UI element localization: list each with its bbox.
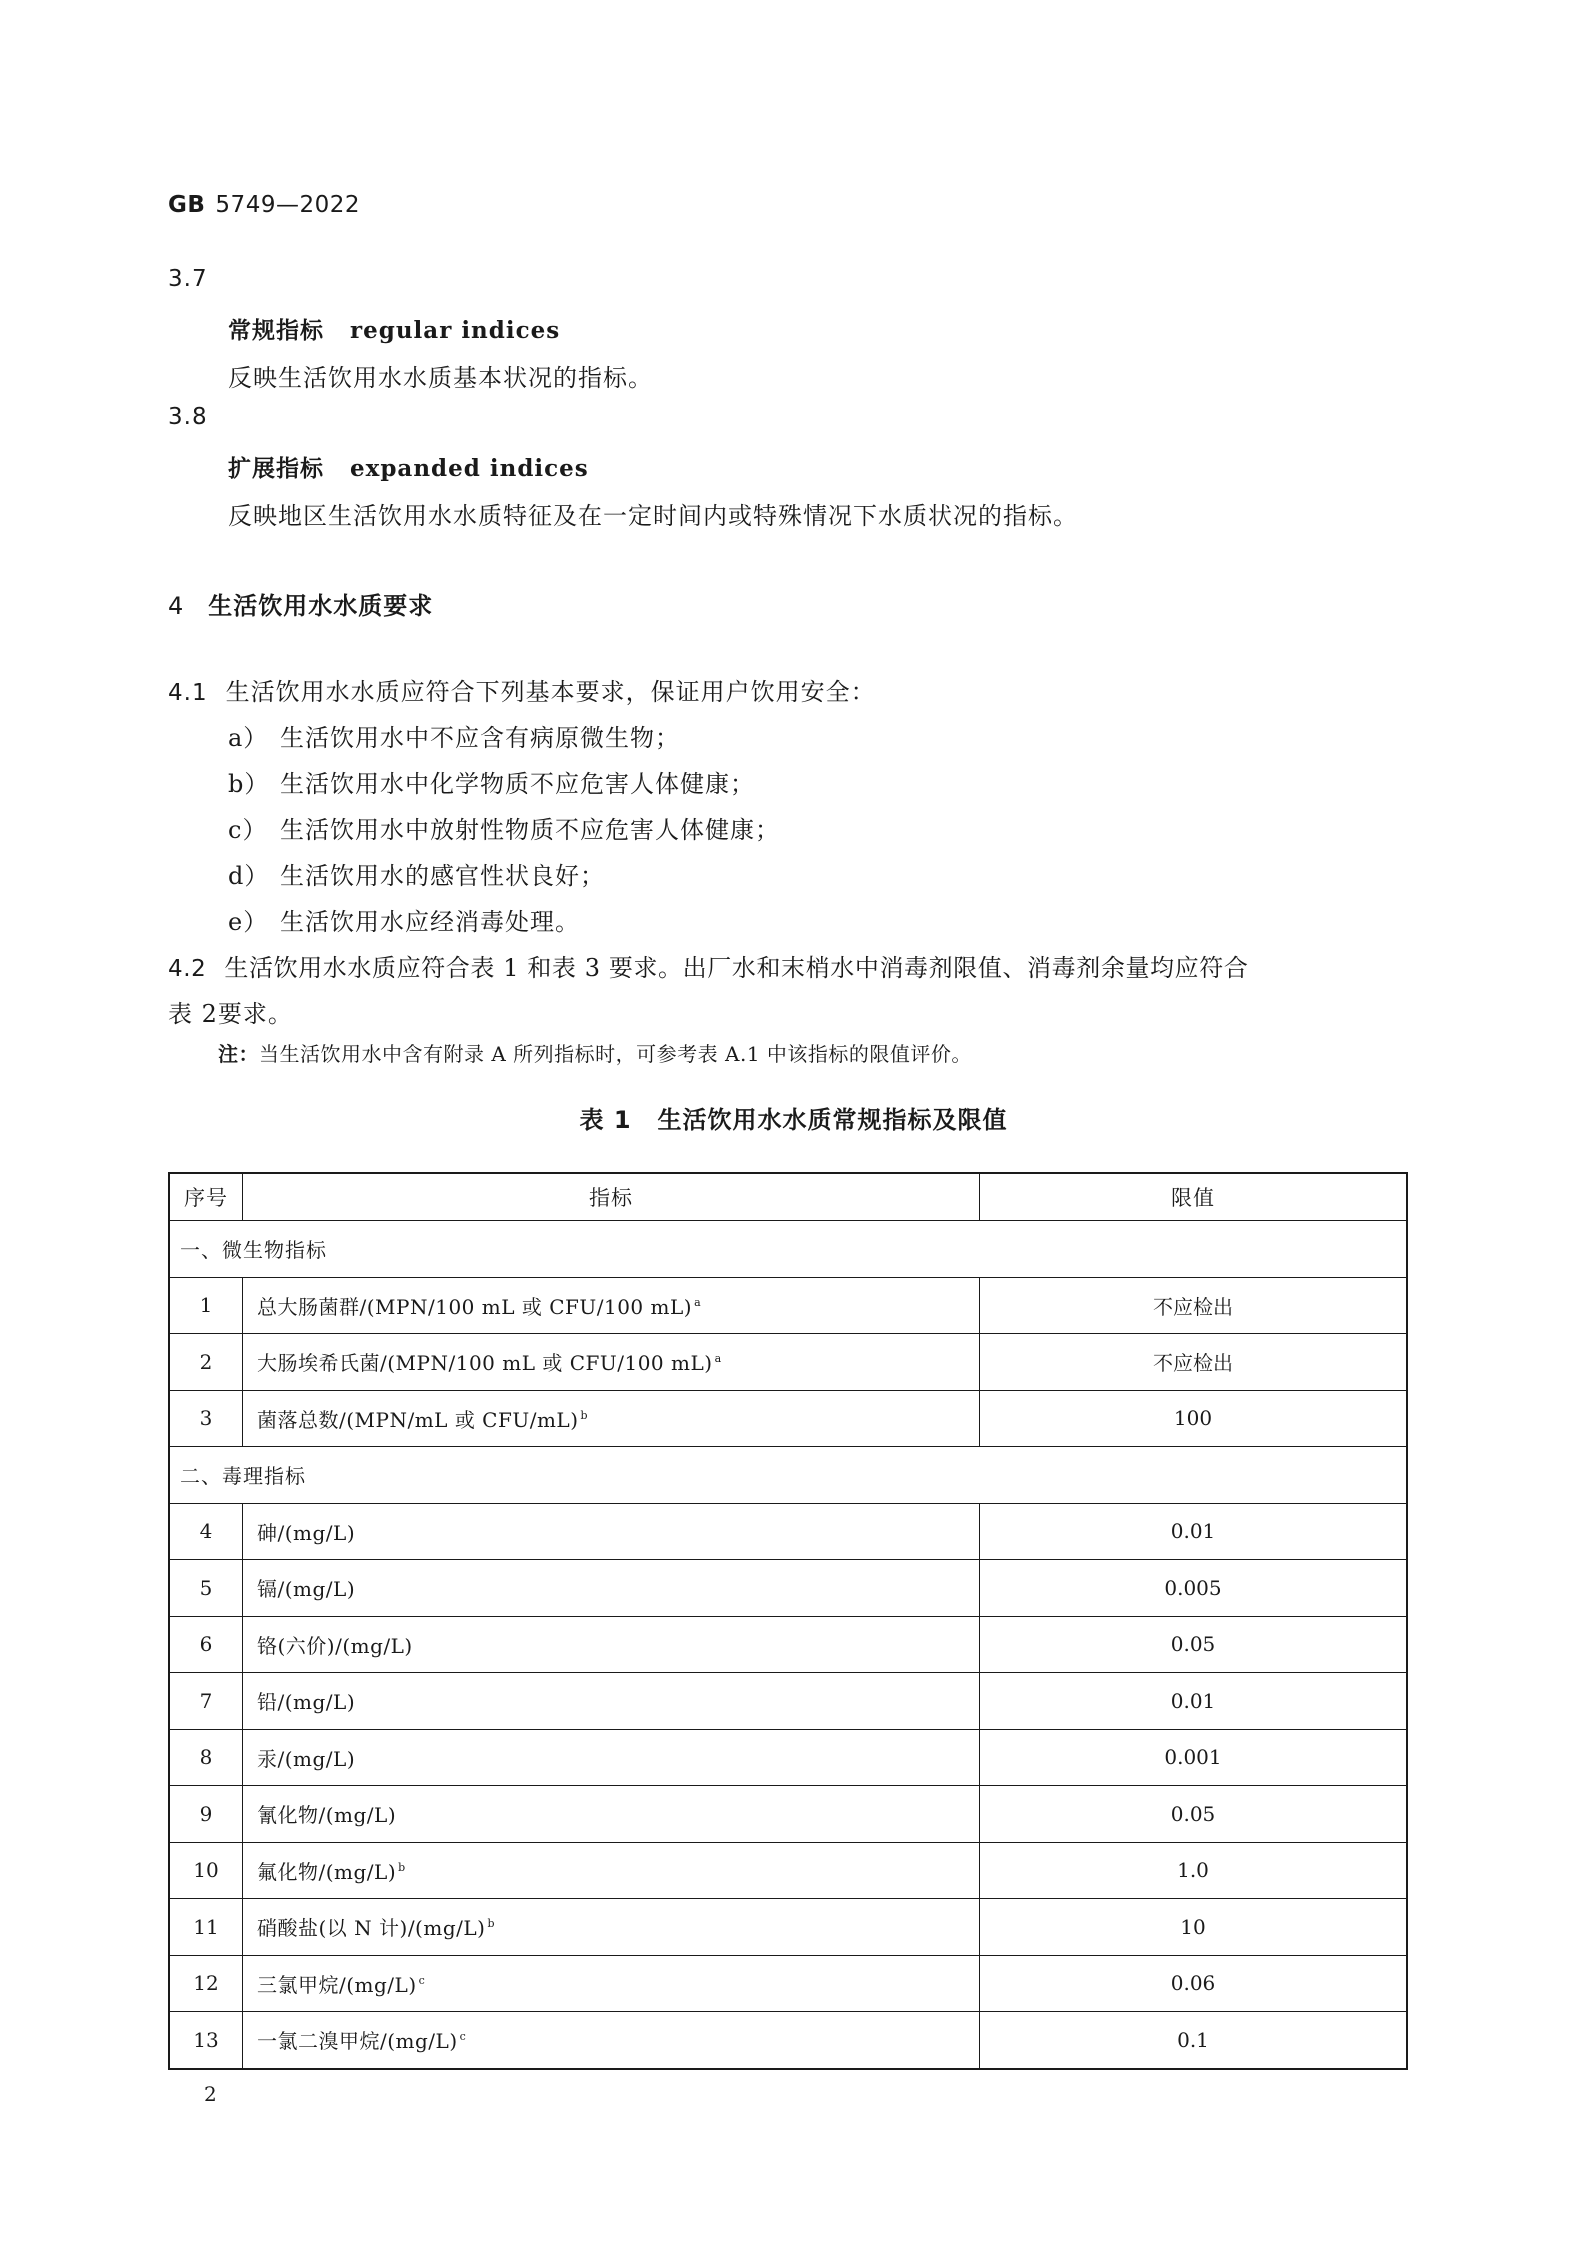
list-item [228, 810, 780, 845]
list-item-text: 生活饮用水应经消毒处理。 [280, 908, 580, 936]
clause-4-1 [168, 672, 876, 707]
cell-limit: 0.01 [980, 1673, 1408, 1730]
cell-limit: 0.05 [980, 1786, 1408, 1843]
term-number: 3.7 [168, 266, 208, 292]
term-number: 3.8 [168, 404, 208, 430]
cell-no: 1 [169, 1277, 243, 1334]
table-row [169, 2012, 1407, 2069]
list-item [228, 764, 755, 799]
cell-indicator [243, 1560, 980, 1617]
group-title: 二、毒理指标 [169, 1447, 1407, 1504]
clause-text: 生活饮用水水质应符合表 1 和表 3 要求。出厂水和末梢水中消毒剂限值、消毒剂余量均应符合 [224, 954, 1249, 982]
cell-indicator [243, 1786, 980, 1843]
indicator-text: 铅/(mg/L) [257, 1690, 356, 1715]
header-cell-no: 序号 [169, 1173, 243, 1221]
indicator-text: 氰化物/(mg/L) [257, 1803, 397, 1828]
indicator-text: 汞/(mg/L) [257, 1746, 356, 1771]
cell-indicator [243, 1390, 980, 1447]
header-cell-indicator: 指标 [243, 1173, 980, 1221]
list-item [228, 902, 580, 937]
indicator-text: 铬(六价)/(mg/L) [257, 1633, 413, 1658]
cell-no: 12 [169, 1955, 243, 2012]
indicator-text: 镉/(mg/L) [257, 1577, 356, 1602]
cell-indicator [243, 1277, 980, 1334]
list-marker: d） [228, 862, 270, 890]
list-item-text: 生活饮用水的感官性状良好； [280, 862, 605, 890]
cell-limit: 10 [980, 1899, 1408, 1956]
table-row [169, 1729, 1407, 1786]
list-item [228, 718, 680, 753]
cell-indicator [243, 1503, 980, 1560]
cell-no: 10 [169, 1842, 243, 1899]
note-text: 当生活饮用水中含有附录 A 所列指标时，可参考表 A.1 中该指标的限值评价。 [259, 1042, 972, 1066]
cell-limit: 不应检出 [980, 1277, 1408, 1334]
list-marker: a） [228, 724, 269, 752]
section-number: 4 [168, 592, 185, 620]
cell-limit: 0.1 [980, 2012, 1408, 2069]
indicator-text: 砷/(mg/L) [257, 1520, 356, 1545]
cell-no: 11 [169, 1899, 243, 1956]
footnote-mark: a [694, 1295, 702, 1309]
standard-number: 5749—2022 [215, 192, 360, 218]
table-caption-number: 表 1 [579, 1106, 632, 1134]
list-marker: b） [228, 770, 270, 798]
table-group-row [169, 1447, 1407, 1504]
clause-number: 4.2 [168, 956, 207, 982]
table-row [169, 1560, 1407, 1617]
page-number: 2 [204, 2082, 217, 2106]
list-item [228, 856, 605, 891]
cell-indicator [243, 1334, 980, 1391]
term-definition: 反映地区生活饮用水水质特征及在一定时间内或特殊情况下水质状况的指标。 [228, 502, 1078, 530]
clause-number: 4.1 [168, 680, 208, 706]
cell-limit: 0.01 [980, 1503, 1408, 1560]
footnote-mark: b [580, 1408, 589, 1422]
cell-no: 6 [169, 1616, 243, 1673]
term-title-zh: 扩展指标 [228, 456, 324, 482]
table-row [169, 1786, 1407, 1843]
header-cell-limit: 限值 [980, 1173, 1408, 1221]
cell-indicator [243, 2012, 980, 2069]
list-marker: e） [228, 908, 269, 936]
cell-no: 7 [169, 1673, 243, 1730]
term-definition: 反映生活饮用水水质基本状况的指标。 [228, 364, 653, 392]
clause-text-continued: 表 2要求。 [168, 1000, 293, 1028]
footnote-mark: c [459, 2030, 467, 2044]
clause-4-2 [168, 948, 1248, 983]
cell-indicator [243, 1616, 980, 1673]
indicator-text: 氟化物/(mg/L) [257, 1859, 397, 1884]
note [218, 1038, 972, 1067]
table-row [169, 1503, 1407, 1560]
standard-code [168, 192, 360, 218]
table-row [169, 1955, 1407, 2012]
table-row [169, 1899, 1407, 1956]
clause-text: 生活饮用水水质应符合下列基本要求，保证用户饮用安全： [225, 678, 876, 706]
cell-no: 9 [169, 1786, 243, 1843]
footnote-mark: c [418, 1973, 426, 1987]
table-group-row [169, 1221, 1407, 1278]
cell-no: 3 [169, 1390, 243, 1447]
cell-no: 5 [169, 1560, 243, 1617]
term-title-en: regular indices [350, 317, 561, 344]
indicator-text: 菌落总数/(MPN/mL 或 CFU/mL) [257, 1407, 579, 1432]
cell-limit: 0.001 [980, 1729, 1408, 1786]
cell-no: 4 [169, 1503, 243, 1560]
term-title [228, 312, 560, 345]
table-row [169, 1390, 1407, 1447]
cell-indicator [243, 1899, 980, 1956]
table-row [169, 1277, 1407, 1334]
table-row [169, 1842, 1407, 1899]
cell-limit: 不应检出 [980, 1334, 1408, 1391]
table-row [169, 1334, 1407, 1391]
table-header-row [169, 1173, 1407, 1221]
section-heading [168, 586, 433, 621]
table-caption [0, 1100, 1587, 1135]
indicator-text: 一氯二溴甲烷/(mg/L) [257, 2029, 458, 2054]
cell-limit: 0.06 [980, 1955, 1408, 2012]
table-row [169, 1616, 1407, 1673]
standard-prefix: GB [168, 192, 206, 218]
list-marker: c） [228, 816, 268, 844]
table-caption-title: 生活饮用水水质常规指标及限值 [657, 1106, 1008, 1134]
cell-limit: 0.05 [980, 1616, 1408, 1673]
list-item-text: 生活饮用水中不应含有病原微生物； [280, 724, 680, 752]
indicator-table [168, 1172, 1408, 2070]
cell-limit: 0.005 [980, 1560, 1408, 1617]
indicator-text: 大肠埃希氏菌/(MPN/100 mL 或 CFU/100 mL) [257, 1351, 713, 1376]
cell-no: 2 [169, 1334, 243, 1391]
term-title [228, 450, 589, 483]
cell-no: 8 [169, 1729, 243, 1786]
term-title-en: expanded indices [350, 455, 589, 482]
footnote-mark: b [398, 1860, 406, 1874]
footnote-mark: a [714, 1352, 722, 1366]
cell-indicator [243, 1729, 980, 1786]
indicator-text: 硝酸盐(以 N 计)/(mg/L) [257, 1916, 486, 1941]
indicator-text: 三氯甲烷/(mg/L) [257, 1972, 417, 1997]
list-item-text: 生活饮用水中放射性物质不应危害人体健康； [280, 816, 780, 844]
cell-indicator [243, 1955, 980, 2012]
cell-indicator [243, 1673, 980, 1730]
section-title: 生活饮用水水质要求 [208, 592, 434, 620]
term-title-zh: 常规指标 [228, 318, 324, 344]
group-title: 一、微生物指标 [169, 1221, 1407, 1278]
cell-limit: 1.0 [980, 1842, 1408, 1899]
indicator-text: 总大肠菌群/(MPN/100 mL 或 CFU/100 mL) [257, 1294, 693, 1319]
note-label: 注： [218, 1042, 259, 1066]
table-row [169, 1673, 1407, 1730]
list-item-text: 生活饮用水中化学物质不应危害人体健康； [280, 770, 755, 798]
cell-limit: 100 [980, 1390, 1408, 1447]
cell-no: 13 [169, 2012, 243, 2069]
footnote-mark: b [487, 1917, 495, 1931]
cell-indicator [243, 1842, 980, 1899]
